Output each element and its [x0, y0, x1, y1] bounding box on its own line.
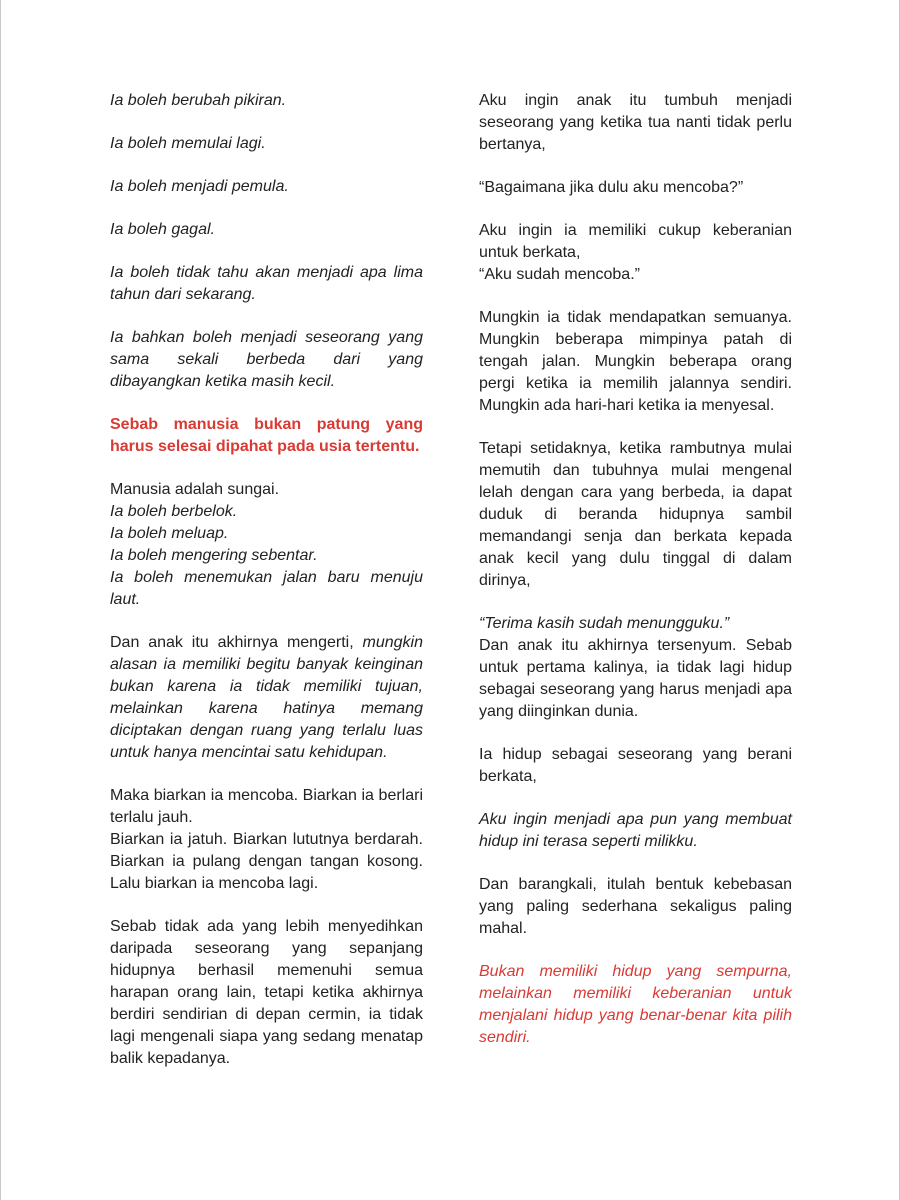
- text-span: Dan anak itu akhirnya mengerti,: [110, 634, 363, 651]
- text-line: Manusia adalah sungai.: [110, 481, 280, 498]
- text-line: Biarkan ia jatuh. Biarkan lututnya berdarah. Biarkan ia pulang dengan tangan kosong. Lalu biarkan ia mencoba lagi.: [110, 831, 423, 892]
- paragraph: Ia boleh menjadi pemula.: [110, 178, 289, 195]
- italic-span: mungkin alasan ia memiliki begitu banyak keinginan bukan karena ia tidak memiliki tujuan, melainkan karena hatinya memang diciptakan dengan ruang yang terlalu luas untuk hanya mencintai satu kehidupan.: [110, 634, 423, 761]
- text-line: Ia boleh meluap.: [110, 525, 229, 542]
- paragraph: [479, 613, 792, 723]
- paragraph: [110, 785, 423, 895]
- highlight-paragraph: Sebab manusia bukan patung yang harus selesai dipahat pada usia tertentu.: [110, 416, 423, 455]
- paragraph: [479, 220, 792, 286]
- paragraph: Tetapi setidaknya, ketika rambutnya mulai memutih dan tubuhnya mulai mengenal lelah dengan cara yang berbeda, ia dapat duduk di beranda hidupnya sambil memandangi senja dan berkata kepada anak kecil yang dulu tinggal di dalam dirinya,: [479, 440, 792, 589]
- paragraph: Ia boleh berubah pikiran.: [110, 92, 287, 109]
- text-line: Ia boleh berbelok.: [110, 503, 238, 520]
- paragraph: Ia hidup sebagai seseorang yang berani berkata,: [479, 746, 792, 785]
- text-line: “Aku sudah mencoba.”: [479, 266, 640, 283]
- paragraph: Ia boleh memulai lagi.: [110, 135, 266, 152]
- paragraph: Aku ingin anak itu tumbuh menjadi seseorang yang ketika tua nanti tidak perlu bertanya,: [479, 92, 792, 153]
- text-line: Ia boleh mengering sebentar.: [110, 547, 318, 564]
- text-line: Dan anak itu akhirnya tersenyum. Sebab untuk pertama kalinya, ia tidak lagi hidup sebagai seseorang yang harus menjadi apa yang diinginkan dunia.: [479, 637, 792, 720]
- paragraph: Sebab tidak ada yang lebih menyedihkan daripada seseorang yang sepanjang hidupnya berhasil memenuhi semua harapan orang lain, tetapi ketika akhirnya berdiri sendirian di depan cermin, ia tidak lagi mengenali siapa yang sedang menatap balik kepadanya.: [110, 918, 423, 1067]
- text-line: Maka biarkan ia mencoba. Biarkan ia berlari terlalu jauh.: [110, 787, 423, 826]
- text-line: Ia boleh menemukan jalan baru menuju laut.: [110, 569, 423, 608]
- left-column: [110, 90, 423, 1091]
- quote-paragraph: “Bagaimana jika dulu aku mencoba?”: [479, 179, 744, 196]
- right-column: [479, 90, 792, 1070]
- paragraph: Dan barangkali, itulah bentuk kebebasan yang paling sederhana sekaligus paling mahal.: [479, 876, 792, 937]
- paragraph: Aku ingin menjadi apa pun yang membuat hidup ini terasa seperti milikku.: [479, 811, 792, 850]
- paragraph: Ia boleh tidak tahu akan menjadi apa lima tahun dari sekarang.: [110, 264, 423, 303]
- paragraph: Mungkin ia tidak mendapatkan semuanya. Mungkin beberapa mimpinya patah di tengah jalan. Mungkin beberapa orang pergi ketika ia memilih jalannya sendiri. Mungkin ada hari-hari ketika ia menyesal.: [479, 309, 792, 414]
- text-line: Aku ingin ia memiliki cukup keberanian untuk berkata,: [479, 222, 792, 261]
- quote-line: “Terima kasih sudah menungguku.”: [479, 615, 730, 632]
- paragraph: [110, 479, 423, 611]
- paragraph: Ia boleh gagal.: [110, 221, 215, 238]
- paragraph: Ia bahkan boleh menjadi seseorang yang sama sekali berbeda dari yang dibayangkan ketika masih kecil.: [110, 329, 423, 390]
- paragraph: [110, 632, 423, 764]
- highlight-paragraph: Bukan memiliki hidup yang sempurna, melainkan memiliki keberanian untuk menjalani hidup yang benar-benar kita pilih sendiri.: [479, 963, 792, 1046]
